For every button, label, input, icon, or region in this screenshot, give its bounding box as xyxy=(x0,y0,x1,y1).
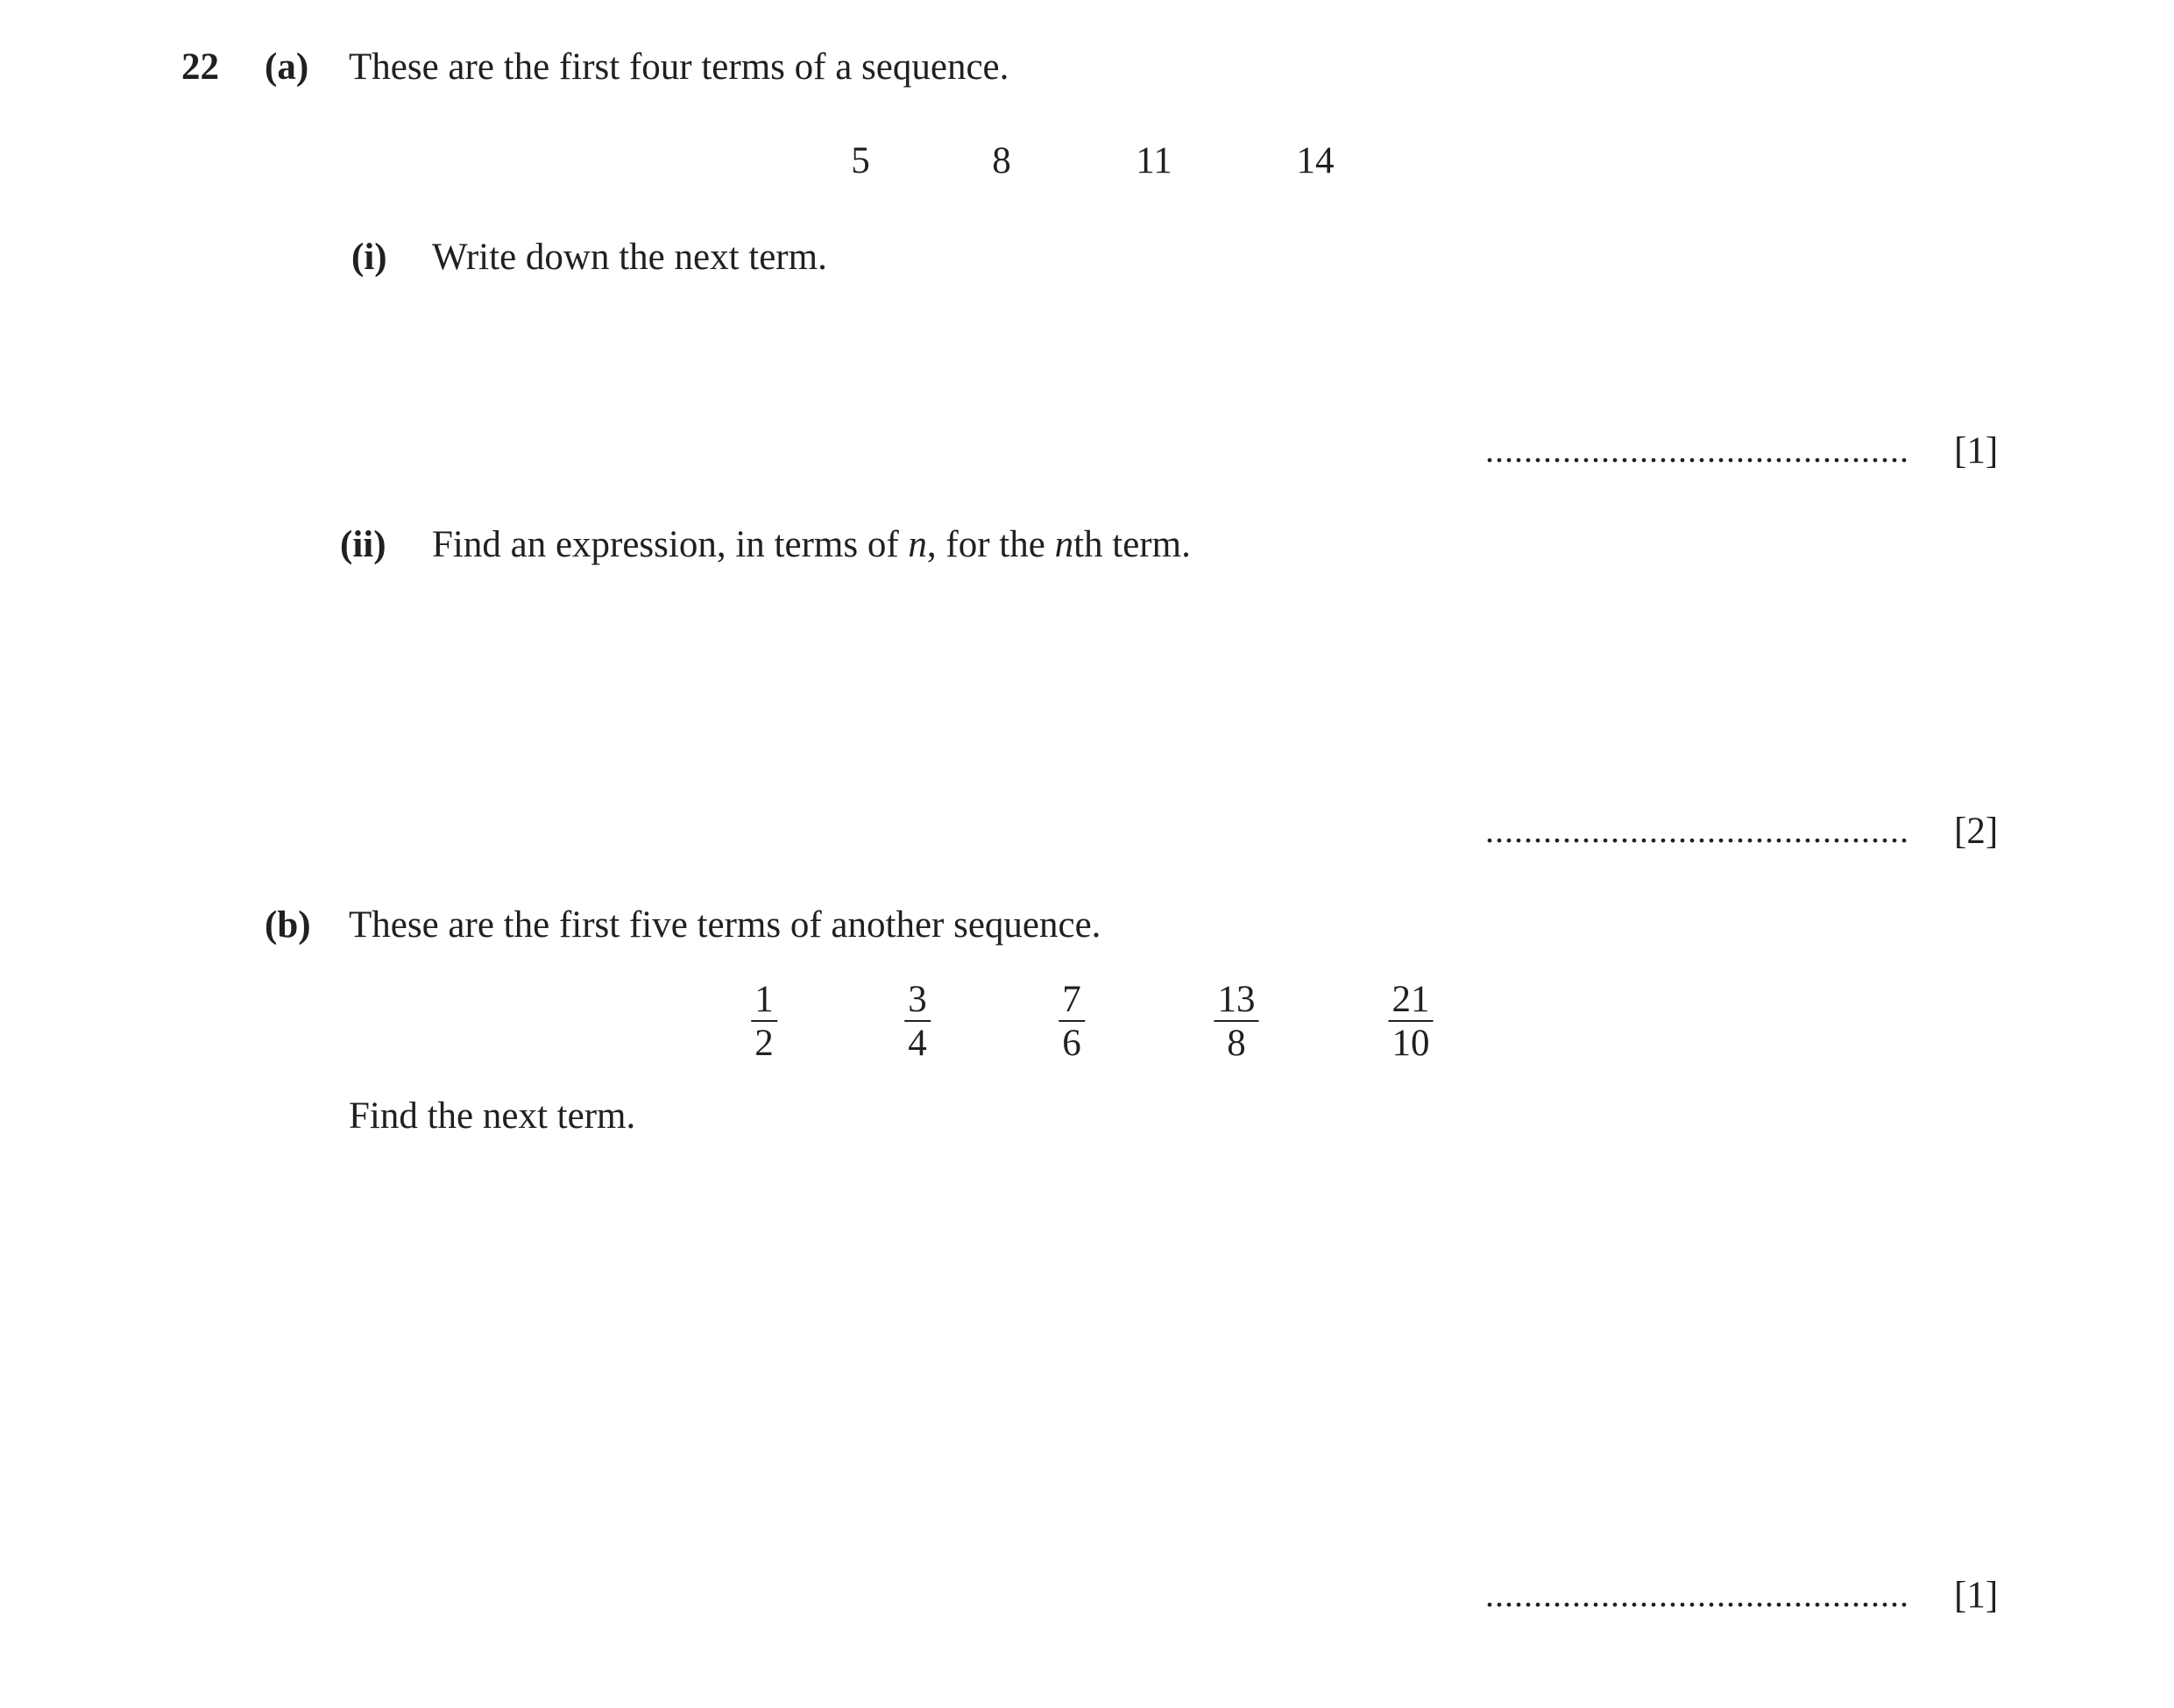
fraction-bar xyxy=(751,1020,777,1022)
part-a-intro: These are the first four terms of a sequence. xyxy=(349,46,1009,88)
variable-n: n xyxy=(1054,524,1074,565)
fraction-numerator: 3 xyxy=(908,979,927,1020)
sub-ii-text-start: Find an expression, in terms of xyxy=(432,524,909,565)
fraction-term xyxy=(1389,980,1434,1063)
fraction-bar xyxy=(1059,1020,1085,1022)
answer-line-a-ii[interactable]: ............................................ xyxy=(1485,811,1909,850)
part-b-instruction: Find the next term. xyxy=(349,1095,636,1137)
fraction-term xyxy=(1059,980,1085,1063)
part-a-label: (a) xyxy=(265,46,309,88)
marks-a-i: [1] xyxy=(1954,430,1999,471)
sequence-term: 5 xyxy=(851,140,870,181)
sub-ii-label: (ii) xyxy=(340,524,386,565)
fraction-term xyxy=(751,980,777,1063)
sub-i-label: (i) xyxy=(351,237,387,278)
marks-b: [1] xyxy=(1954,1575,1999,1616)
fraction-term xyxy=(1214,980,1259,1063)
marks-a-ii: [2] xyxy=(1954,811,1999,852)
fraction-denominator: 2 xyxy=(754,1023,774,1064)
fraction-bar xyxy=(1214,1020,1259,1022)
sequence-term: 11 xyxy=(1136,140,1172,181)
sub-i-text: Write down the next term. xyxy=(432,237,827,278)
fraction-term xyxy=(904,980,931,1063)
sub-ii-text-end: th term. xyxy=(1073,524,1191,565)
fraction-denominator: 6 xyxy=(1062,1023,1081,1064)
part-b-intro: These are the first five terms of another sequence. xyxy=(349,904,1101,946)
fraction-bar xyxy=(1389,1020,1434,1022)
fraction-denominator: 8 xyxy=(1227,1023,1246,1064)
part-b-label: (b) xyxy=(265,904,311,946)
answer-line-b[interactable]: ............................................ xyxy=(1485,1575,1909,1614)
sub-ii-text xyxy=(432,526,1191,563)
fraction-bar xyxy=(904,1020,931,1022)
sequence-term: 14 xyxy=(1296,140,1335,181)
fraction-numerator: 13 xyxy=(1217,979,1256,1020)
sequence-term: 8 xyxy=(992,140,1011,181)
fraction-numerator: 7 xyxy=(1062,979,1081,1020)
sub-ii-text-middle: , for the xyxy=(926,524,1055,565)
answer-line-a-i[interactable]: ............................................ xyxy=(1485,430,1909,470)
fraction-denominator: 4 xyxy=(908,1023,927,1064)
fraction-numerator: 21 xyxy=(1392,979,1430,1020)
variable-n: n xyxy=(908,524,927,565)
fraction-denominator: 10 xyxy=(1392,1023,1430,1064)
fraction-numerator: 1 xyxy=(754,979,774,1020)
question-number: 22 xyxy=(181,46,219,88)
